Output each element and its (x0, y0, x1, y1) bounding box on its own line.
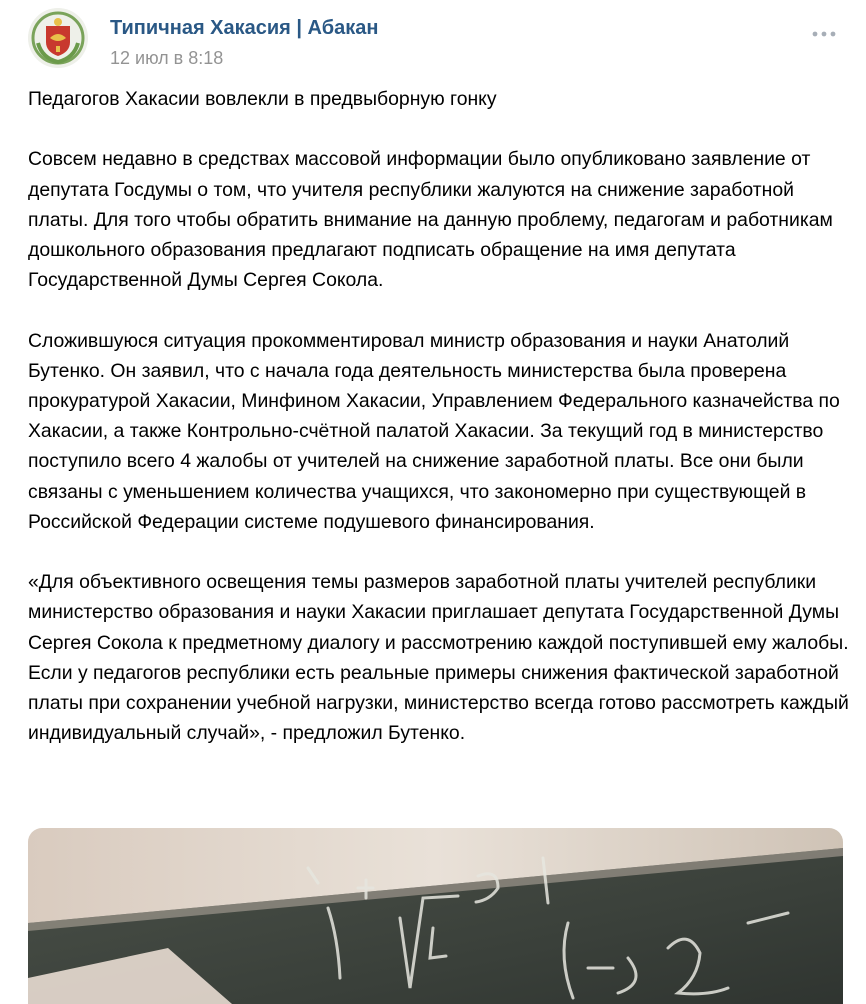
author-name[interactable]: Типичная Хакасия | Абакан (110, 17, 379, 39)
post-date[interactable]: 12 июл в 8:18 (110, 48, 224, 68)
post-photo[interactable] (28, 828, 843, 1004)
post-header (28, 8, 838, 72)
post-text (28, 84, 858, 748)
post-paragraph: «Для объективного освещения темы размеров заработной платы учителей республики министерство образования и науки Хакасии приглашает депутата Государственной Думы Сергея Сокола к предметному диалогу и рассмотрению каждой поступившей ему жалобы. Если у педагогов республики есть реальные примеры снижения фактической заработной платы при сохранении учебной нагрузки, министерство всегда готово рассмотреть каждый индивидуальный случай», - предложил Бутенко. (28, 571, 849, 745)
post-paragraph: Совсем недавно в средствах массовой информации было опубликовано заявление от депутата Госдумы о том, что учителя республики жалуются на снижение заработной платы. Для того чтобы обратить внимание на данную проблему, педагогам и работникам дошкольного образования предлагают подписать обращение на имя депутата Государственной Думы Сергея Сокола. (28, 148, 833, 292)
more-dots-icon[interactable] (810, 26, 838, 42)
post-paragraph: Сложившуюся ситуация прокомментировал министр образования и науки Анатолий Бутенко. Он заявил, что с начала года деятельность министерства была проверена прокуратурой Хакасии, Минфином Хакасии, Управлением Федерального казначейства по Хакасии, а также Контрольно-счётной палатой Хакасии. За текущий год в министерство поступило всего 4 жалобы от учителей на снижение заработной платы. Все они были связаны с уменьшением количества учащихся, что закономерно при существующей в Российской Федерации системе подушевого финансирования. (28, 329, 840, 533)
khakassia-emblem-icon (28, 8, 88, 68)
post-title: Педагогов Хакасии вовлекли в предвыборную гонку (28, 88, 497, 110)
avatar[interactable] (28, 8, 88, 68)
